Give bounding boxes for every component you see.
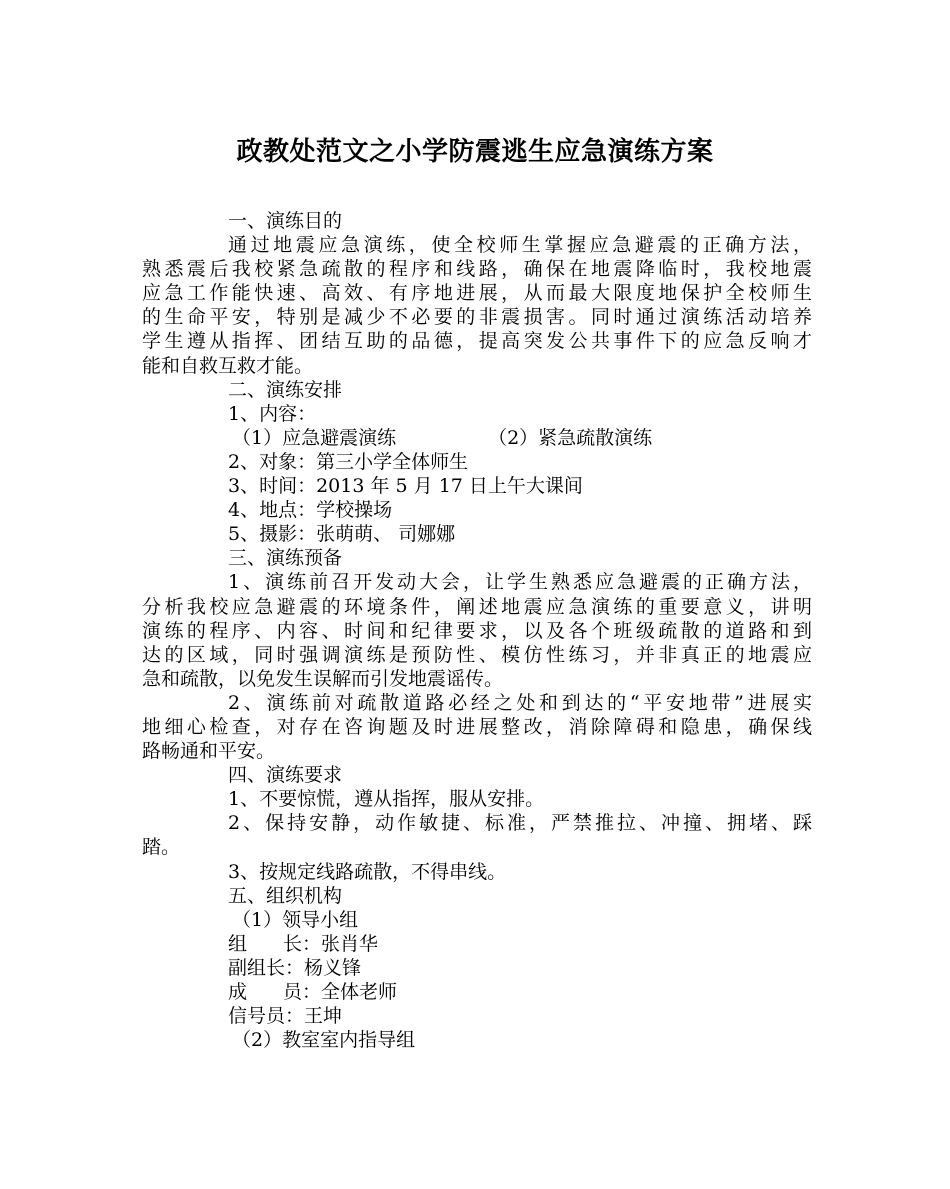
section4-heading: 四、演练要求 <box>228 764 343 787</box>
leader-label-end: 长：张肖华 <box>283 932 379 955</box>
section1-paragraph-line: 熟悉震后我校紧急疏散的程序和线路，确保在地震降临时，我校地震 <box>142 258 812 281</box>
section2-heading: 二、演练安排 <box>228 378 343 401</box>
requirement-1: 1、不要惊慌，遵从指挥，服从安排。 <box>228 788 545 811</box>
leader-label-start: 组 <box>228 932 248 955</box>
target-line: 2、对象：第三小学全体师生 <box>228 450 469 473</box>
section1-heading: 一、演练目的 <box>228 210 343 232</box>
member-label-start: 成 <box>228 981 248 1003</box>
content-item-1: （1）应急避震演练 <box>232 426 397 449</box>
photo-line: 5、摄影：张萌萌、 司娜娜 <box>228 523 456 546</box>
classroom-guidance-group-label: （2）教室室内指导组 <box>232 1029 416 1052</box>
time-line: 3、时间：2013 年 5 月 17 日上午大课间 <box>228 475 583 498</box>
document-body <box>142 209 812 1052</box>
place-line: 4、地点：学校操场 <box>228 499 393 522</box>
section5-heading: 五、组织机构 <box>228 884 343 907</box>
section3-para2-line: 地细心检查，对存在咨询题及时进展整改，消除障碍和隐患，确保线 <box>142 715 812 738</box>
section1-paragraph-line: 通过地震应急演练，使全校师生掌握应急避震的正确方法， <box>228 234 812 257</box>
section3-para1-line: 急和疏散，以免发生误解而引发地震谣传。 <box>142 667 504 690</box>
requirement-2-line: 2、保持安静，动作敏捷、标准，严禁推拉、冲撞、拥堵、踩 <box>228 812 812 835</box>
member-line <box>142 980 812 1004</box>
leader-line <box>142 932 812 956</box>
section3-para2-line: 2、演练前对疏散道路必经之处和到达的“平安地带”进展实 <box>228 691 812 714</box>
section3-para1-line: 1、演练前召开发动大会，让学生熟悉应急避震的正确方法， <box>228 571 812 594</box>
section3-para1-line: 达的区域，同时强调演练是预防性、模仿性练习，并非真正的地震应 <box>142 643 812 666</box>
content-label: 1、内容： <box>228 402 317 425</box>
member-label-end: 员：全体老师 <box>283 981 398 1003</box>
section3-para2-line: 路畅通和平安。 <box>142 740 276 763</box>
requirement-2-line: 踏。 <box>142 836 181 859</box>
requirement-3: 3、按规定线路疏散，不得串线。 <box>228 860 507 883</box>
section1-paragraph-line: 学生遵从指挥、团结互助的品德，提高突发公共事件下的应急反响才 <box>142 330 812 353</box>
section1-paragraph-line: 的生命平安，特别是减少不必要的非震损害。同时通过演练活动培养 <box>142 306 812 329</box>
deputy-line: 副组长：杨义锋 <box>228 956 362 979</box>
section3-heading: 三、演练预备 <box>228 547 343 570</box>
section1-paragraph-line: 能和自救互救才能。 <box>142 354 314 377</box>
content-item-2: （2）紧急疏散演练 <box>488 426 653 449</box>
content-items <box>142 426 812 450</box>
section3-para1-line: 分析我校应急避震的环境条件，阐述地震应急演练的重要意义，讲明 <box>142 595 812 618</box>
document-title: 政教处范文之小学防震逃生应急演练方案 <box>236 137 714 167</box>
section1-paragraph-line: 应急工作能快速、高效、有序地进展，从而最大限度地保护全校师生 <box>142 282 812 305</box>
section3-para1-line: 演练的程序、内容、时间和纪律要求，以及各个班级疏散的道路和到 <box>142 619 812 642</box>
leadership-group-label: （1）领导小组 <box>232 908 359 931</box>
signal-line: 信号员：王坤 <box>228 1005 343 1028</box>
